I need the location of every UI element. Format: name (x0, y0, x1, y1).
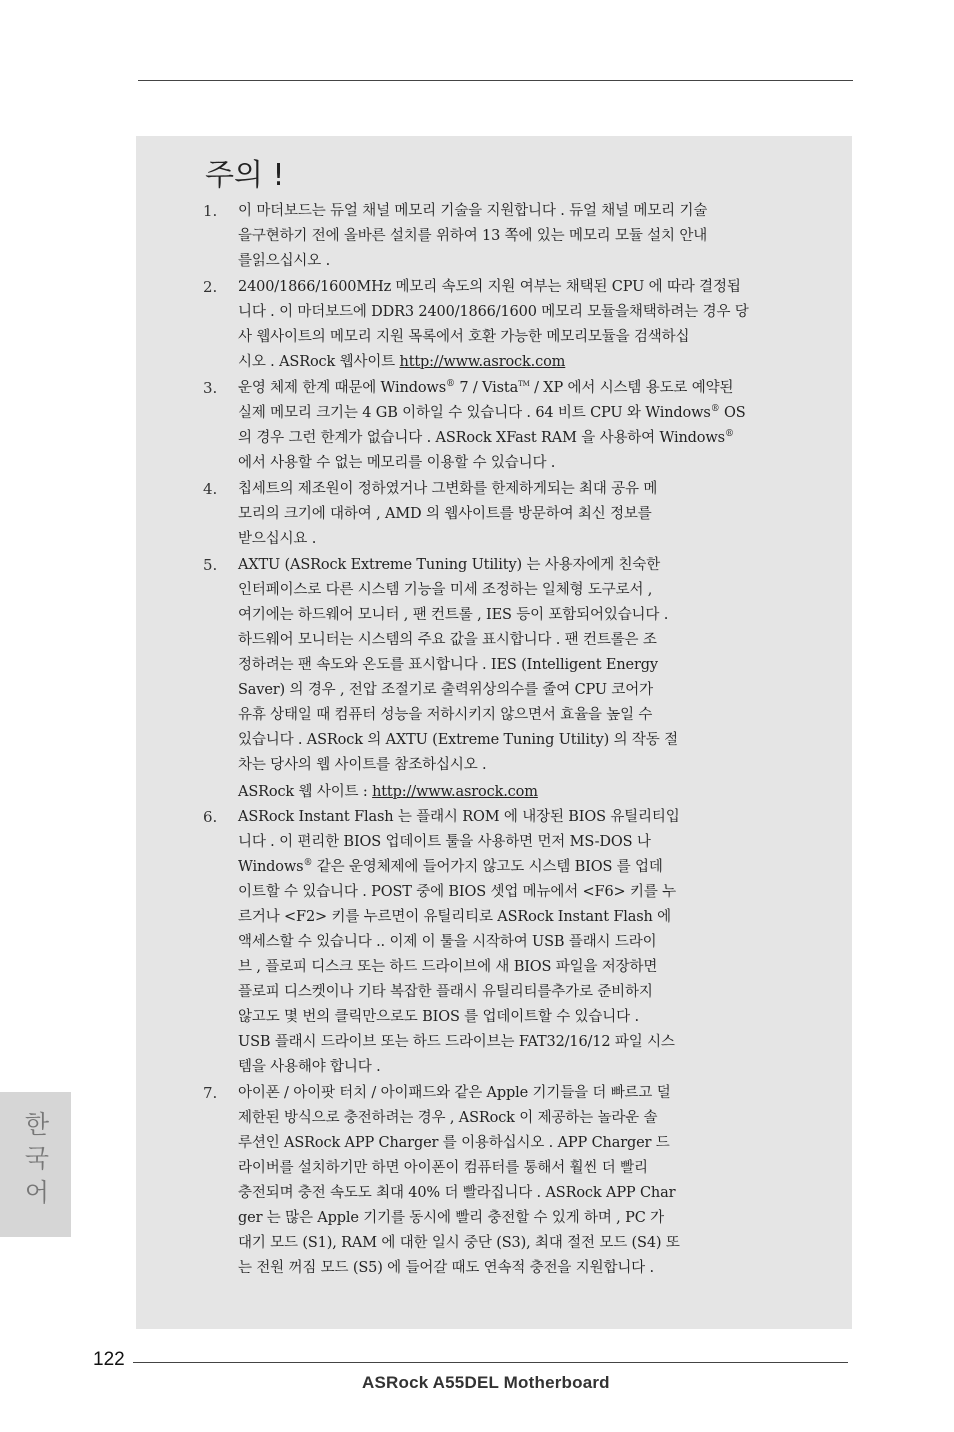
item-number: 4. (203, 480, 218, 498)
item-line: 아이폰 / 아이팟 터치 / 아이패드와 같은 Apple 기기들을 더 빠르고 덜 (238, 1085, 671, 1101)
item-line: 이 마더보드는 듀얼 채널 메모리 기술을 지원합니다 . 듀얼 채널 메모리 기술 (238, 203, 708, 219)
item-number: 1. (203, 202, 218, 220)
item-line: 정하려는 팬 속도와 온도를 표시합니다 . IES (Intelligent Energy (238, 657, 658, 673)
item-line: 르거나 <F2> 키를 누르면이 유틸리티로 ASRock Instant Flash 에 (238, 909, 672, 925)
item-line: 차는 당사의 웹 사이트를 참조하십시오 . (238, 757, 487, 773)
item-line-text: 7 / Vista (454, 380, 519, 396)
item-line: AXTU (ASRock Extreme Tuning Utility) 는 사용자에게 친숙한 (238, 557, 661, 573)
side-char: 국 (24, 1144, 50, 1173)
item-line: 대기 모드 (S1), RAM 에 대한 일시 중단 (S3), 최대 절전 모드 (S4) 또 (238, 1235, 680, 1251)
item-line: 템을 사용해야 합니다 . (238, 1059, 381, 1075)
item-line: ASRock Instant Flash 는 플래시 ROM 에 내장된 BIOS 유틸리티입 (238, 809, 680, 825)
item-line-text: 같은 운영체제에 들어가지 않고도 시스템 BIOS 를 업데 (312, 859, 663, 875)
item-line: 루션인 ASRock APP Charger 를 이용하십시오 . APP Charger 드 (238, 1135, 670, 1151)
page-number: 122 (93, 1349, 125, 1370)
item-line: 플로피 디스켓이나 기타 복잡한 플래시 유틸리티를추가로 준비하지 (238, 984, 653, 1000)
item-line-text: Windows (238, 859, 304, 875)
item-line (238, 376, 733, 401)
item-number: 3. (203, 379, 218, 397)
item-line: 충전되며 충전 속도도 최대 40% 더 빨라집니다 . ASRock APP Char (238, 1185, 676, 1201)
item-line-text: 의 경우 그런 한계가 없습니다 . ASRock XFast RAM 을 사용하여 Windows (238, 430, 725, 446)
item-line (238, 350, 565, 375)
registered-mark: ® (446, 379, 455, 390)
item-line: 2400/1866/1600MHz 메모리 속도의 지원 여부는 채택된 CPU 에 따라 결정됩 (238, 279, 741, 295)
note-heading: 주의 ! (205, 158, 285, 193)
item-line: 않고도 몇 번의 클릭만으로도 BIOS 를 업데이트할 수 있습니다 . (238, 1009, 639, 1025)
side-char: 한 (24, 1110, 50, 1139)
item-line: USB 플래시 드라이브 또는 하드 드라이브는 FAT32/16/12 파일 시스 (238, 1034, 675, 1050)
item-line: 니다 . 이 마더보드에 DDR3 2400/1866/1600 메모리 모듈을채택하려는 경우 당 (238, 304, 749, 320)
item-line: 하드웨어 모니터는 시스템의 주요 값을 표시합니다 . 팬 컨트롤은 조 (238, 632, 657, 648)
item-line: 을구현하기 전에 올바른 설치를 위하여 13 쪽에 있는 메모리 모듈 설치 안내 (238, 228, 708, 244)
item-number: 6. (203, 808, 218, 826)
item-line: 는 전원 꺼짐 모드 (S5) 에 들어갈 때도 연속적 충전을 지원합니다 . (238, 1260, 654, 1276)
item-line-text: OS (719, 405, 746, 421)
item-line: 칩세트의 제조원이 정하였거나 그변화를 한제하게되는 최대 공유 메 (238, 481, 658, 497)
item-line-text: 운영 체제 한계 때문에 Windows (238, 380, 446, 396)
item-line: 받으십시요 . (238, 531, 317, 547)
item-line: 유휴 상태일 때 컴퓨터 성능을 저하시키지 않으면서 효율을 높일 수 (238, 707, 653, 723)
bottom-rule (133, 1362, 848, 1363)
item-line-text: ASRock 웹 사이트 : (238, 784, 373, 800)
item-line: ger 는 많은 Apple 기기를 동시에 빨리 충전할 수 있게 하며 , PC 가 (238, 1210, 664, 1226)
item-line: 인터페이스로 다른 시스템 기능을 미세 조정하는 일체형 도구로서 , (238, 582, 653, 598)
item-line (238, 401, 746, 426)
item-line: 를읽으십시오 . (238, 253, 331, 269)
item-line: 모리의 크기에 대하여 , AMD 의 웹사이트를 방문하여 최신 정보를 (238, 506, 652, 522)
item-line (238, 426, 734, 451)
item-number: 2. (203, 278, 218, 296)
item-line: 라이버를 설치하기만 하면 아이폰이 컴퓨터를 통해서 훨씬 더 빨리 (238, 1160, 648, 1176)
item-line: 여기에는 하드웨어 모니터 , 팬 컨트롤 , IES 등이 포함되어있습니다 . (238, 607, 669, 623)
trademark-mark: TM (518, 380, 530, 389)
item-line: 제한된 방식으로 충전하려는 경우 , ASRock 이 제공하는 놀라운 솔 (238, 1110, 658, 1126)
item-number: 7. (203, 1084, 218, 1102)
item-line: 에서 사용할 수 없는 메모리를 이용할 수 있습니다 . (238, 455, 556, 471)
item-line: 있습니다 . ASRock 의 AXTU (Extreme Tuning Utility) 의 작동 절 (238, 732, 678, 748)
item-line: 액세스할 수 있습니다 .. 이제 이 툴을 시작하여 USB 플래시 드라이 (238, 934, 657, 950)
registered-mark: ® (710, 404, 720, 415)
item-line: 이트할 수 있습니다 . POST 중에 BIOS 셋업 메뉴에서 <F6> 키를 누 (238, 884, 677, 900)
item-line-text: 실제 메모리 크기는 4 GB 이하일 수 있습니다 . 64 비트 CPU 와 Windows (238, 405, 711, 421)
asrock-website-link[interactable]: http://www.asrock.com (372, 784, 538, 800)
item-line-text: / XP 에서 시스템 용도로 예약된 (529, 380, 734, 396)
registered-mark: ® (724, 429, 734, 440)
side-char: 어 (24, 1178, 50, 1207)
item-line (238, 855, 663, 880)
language-side-label (22, 1108, 52, 1210)
item-line: Saver) 의 경우 , 전압 조절기로 출력위상의수를 줄여 CPU 코어가 (238, 682, 653, 698)
footer-title: ASRock A55DEL Motherboard (362, 1373, 610, 1392)
item-line: 니다 . 이 편리한 BIOS 업데이트 툴을 사용하면 먼저 MS-DOS 나 (238, 834, 651, 850)
registered-mark: ® (303, 858, 313, 869)
item-line: 브 , 플로피 디스크 또는 하드 드라이브에 새 BIOS 파일을 저장하면 (238, 959, 658, 975)
item-line: 사 웹사이트의 메모리 지원 목록에서 호환 가능한 메모리모듈을 검색하십 (238, 329, 690, 345)
asrock-website-link[interactable]: http://www.asrock.com (399, 354, 566, 370)
item-line-text: 시오 . ASRock 웹사이트 (238, 354, 400, 370)
item-number: 5. (203, 556, 218, 574)
item-line (238, 780, 538, 805)
